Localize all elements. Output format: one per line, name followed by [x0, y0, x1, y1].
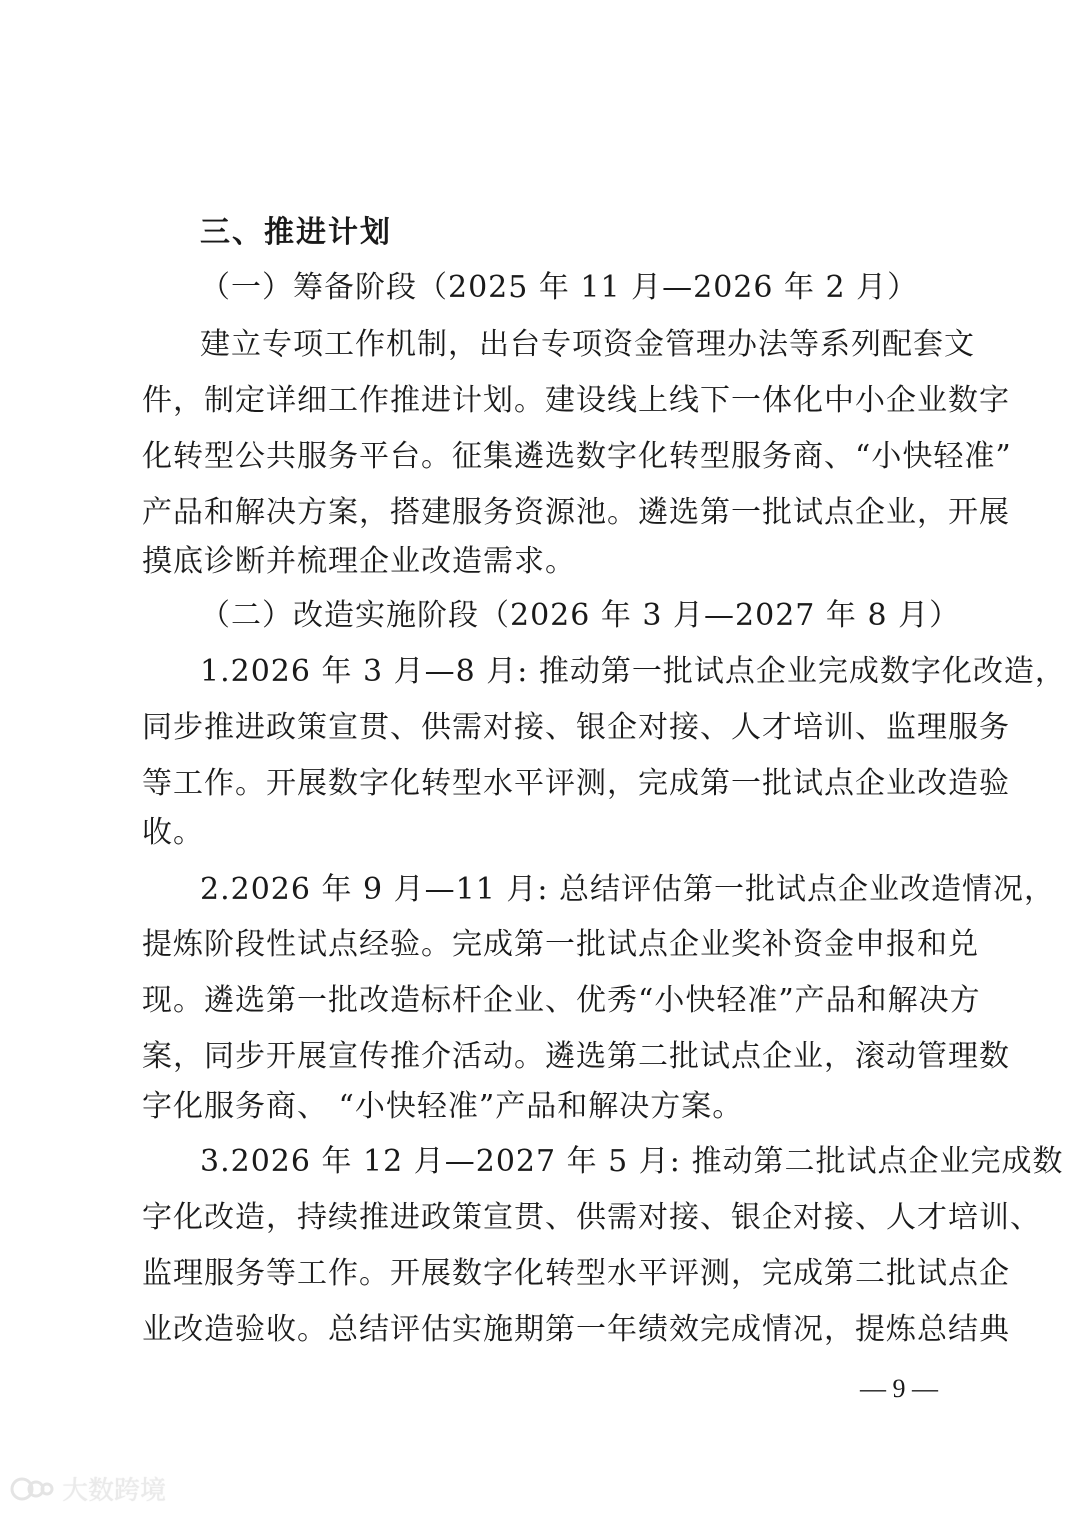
paragraph-line: 监理服务等工作。开展数字化转型水平评测，完成第二批试点企 [142, 1256, 1010, 1291]
paragraph-line: 产品和解决方案，搭建服务资源池。遴选第一批试点企业，开展 [142, 495, 1010, 530]
paragraph-line: 3.2026 年 12 月—2027 年 5 月: 推动第二批试点企业完成数 [200, 1144, 1064, 1179]
paragraph-line: 业改造验收。总结评估实施期第一年绩效完成情况，提炼总结典 [142, 1312, 1010, 1347]
paragraph-line: 现。遴选第一批改造标杆企业、优秀“小快轻准”产品和解决方 [142, 983, 981, 1018]
paragraph-line: 建立专项工作机制，出台专项资金管理办法等系列配套文 [200, 327, 975, 362]
paragraph-line: 字化服务商、 “小快轻准”产品和解决方案。 [142, 1089, 744, 1124]
paragraph-line: 件，制定详细工作推进计划。建设线上线下一体化中小企业数字 [142, 383, 1010, 418]
paragraph-line: 1.2026 年 3 月—8 月: 推动第一批试点企业完成数字化改造， [200, 654, 1066, 689]
paragraph-line: 收。 [142, 815, 204, 850]
paragraph-line: 提炼阶段性试点经验。完成第一批试点企业奖补资金申报和兑 [142, 927, 979, 962]
section-heading: 三、推进计划 [200, 215, 392, 250]
paragraph-line: 案，同步开展宣传推介活动。遴选第二批试点企业，滚动管理数 [142, 1039, 1010, 1074]
paragraph-line: 摸底诊断并梳理企业改造需求。 [142, 544, 576, 579]
watermark-text: 大数跨境 [62, 1476, 167, 1506]
paragraph-line: 等工作。开展数字化转型水平评测，完成第一批试点企业改造验 [142, 766, 1010, 801]
brand-logo-icon [10, 1472, 56, 1506]
paragraph-line: 同步推进政策宣贯、供需对接、银企对接、人才培训、监理服务 [142, 710, 1010, 745]
subsection-heading-implementation: （二）改造实施阶段（2026 年 3 月—2027 年 8 月） [200, 598, 961, 633]
subsection-heading-preparation: （一）筹备阶段（2025 年 11 月—2026 年 2 月） [200, 270, 919, 305]
page-number: — 9 — [860, 1374, 938, 1403]
paragraph-line: 2.2026 年 9 月—11 月: 总结评估第一批试点企业改造情况， [200, 872, 1056, 907]
watermark [10, 1470, 166, 1507]
paragraph-line: 字化改造，持续推进政策宣贯、供需对接、银企对接、人才培训、 [142, 1200, 1041, 1235]
paragraph-line: 化转型公共服务平台。征集遴选数字化转型服务商、“小快轻准” [142, 439, 1012, 474]
